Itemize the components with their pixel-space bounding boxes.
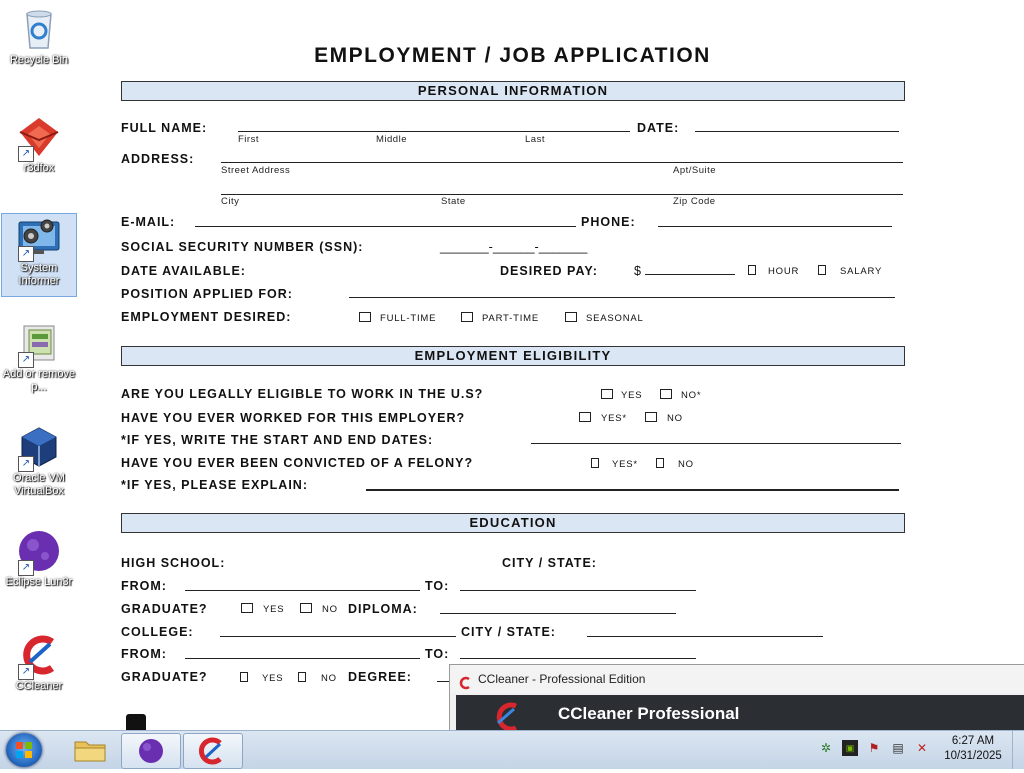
r3dfox-icon [16, 114, 62, 160]
ccleaner-logo-icon [486, 701, 526, 731]
section-employment-eligibility: EMPLOYMENT ELIGIBILITY [121, 346, 905, 366]
seasonal-checkbox[interactable] [565, 312, 577, 322]
desktop-icon-add-remove-programs[interactable] [2, 320, 76, 394]
desktop-icon-label: Recycle Bin [9, 54, 69, 66]
hs-graduate-yes-checkbox[interactable] [241, 603, 253, 613]
middle-caption: Middle [376, 134, 407, 145]
desired-pay-field[interactable] [645, 274, 735, 275]
shortcut-arrow-icon: ↗ [18, 456, 34, 472]
worked-before-question: HAVE YOU EVER WORKED FOR THIS EMPLOYER? [121, 411, 466, 425]
page-stamp-icon [126, 714, 146, 730]
taskbar-clock[interactable] [938, 734, 1008, 764]
state-caption: State [441, 196, 466, 207]
system-informer-icon [16, 214, 62, 260]
start-end-dates-label: *IF YES, WRITE THE START AND END DATES: [121, 433, 434, 447]
college-field[interactable] [220, 636, 456, 637]
shortcut-arrow-icon: ↗ [18, 664, 34, 680]
full-name-label: FULL NAME: [121, 121, 208, 135]
street-caption: Street Address [221, 165, 291, 176]
desktop-icon-virtualbox[interactable] [2, 424, 76, 498]
felony-no-checkbox[interactable] [656, 458, 664, 468]
eclipse-icon [16, 528, 62, 574]
shortcut-arrow-icon: ↗ [18, 352, 34, 368]
eclipse-icon [122, 734, 180, 768]
college-to-label: TO: [425, 647, 450, 661]
college-graduate-yes-checkbox[interactable] [240, 672, 248, 682]
position-label: POSITION APPLIED FOR: [121, 287, 293, 301]
shortcut-arrow-icon: ↗ [18, 560, 34, 576]
ccleaner-window[interactable] [449, 664, 1024, 732]
desktop-icon-label: System Informer [18, 262, 60, 287]
zip-caption: Zip Code [673, 196, 716, 207]
worked-yes-label: YES* [601, 413, 627, 424]
college-graduate-no-checkbox[interactable] [298, 672, 306, 682]
desktop-icon-eclipse[interactable] [2, 528, 76, 589]
ccleaner-window-title: CCleaner - Professional Edition [478, 672, 646, 686]
folder-icon [66, 734, 114, 766]
start-end-dates-field[interactable] [531, 443, 901, 444]
phone-label: PHONE: [581, 215, 636, 229]
city-state-zip-field[interactable] [221, 194, 903, 195]
desktop-icon-label: r3dfox [23, 162, 55, 174]
windows-logo-icon [6, 733, 42, 767]
nvidia-icon[interactable]: ▣ [842, 740, 858, 756]
hs-city-state-label: CITY / STATE: [502, 556, 597, 570]
start-button[interactable] [6, 733, 42, 767]
date-label: DATE: [637, 121, 680, 135]
add-remove-programs-icon [16, 320, 62, 366]
college-graduate-label: GRADUATE? [121, 670, 208, 684]
employment-desired-label: EMPLOYMENT DESIRED: [121, 310, 292, 324]
salary-checkbox[interactable] [818, 265, 826, 275]
show-desktop-button[interactable] [1012, 731, 1024, 769]
eligible-no-checkbox[interactable] [660, 389, 672, 399]
hs-to-label: TO: [425, 579, 450, 593]
desktop-icon-label: Eclipse Lun3r [5, 576, 73, 588]
explain-field[interactable] [366, 489, 899, 491]
hs-graduate-no-label: NO [322, 604, 338, 615]
first-caption: First [238, 134, 259, 145]
street-address-field[interactable] [221, 162, 903, 163]
desktop-icon-recycle-bin[interactable] [2, 6, 76, 67]
hs-to-field[interactable] [460, 590, 696, 591]
apt-caption: Apt/Suite [673, 165, 717, 176]
shortcut-arrow-icon: ↗ [18, 246, 34, 262]
clock-time: 6:27 AM [951, 735, 995, 747]
eligible-yes-checkbox[interactable] [601, 389, 613, 399]
taskbar-ccleaner-button[interactable] [183, 733, 243, 769]
position-field[interactable] [349, 297, 895, 298]
date-available-label: DATE AVAILABLE: [121, 264, 246, 278]
phone-field[interactable] [658, 226, 892, 227]
diploma-field[interactable] [440, 613, 676, 614]
ccleaner-icon [16, 632, 62, 678]
loading-icon[interactable]: ✲ [820, 741, 832, 755]
college-from-field[interactable] [185, 658, 420, 659]
college-city-state-field[interactable] [587, 636, 823, 637]
taskbar [0, 730, 1024, 769]
hs-from-field[interactable] [185, 590, 420, 591]
clock-date: 10/31/2025 [944, 750, 1002, 762]
worked-yes-checkbox[interactable] [579, 412, 591, 422]
hs-graduate-yes-label: YES [263, 604, 285, 615]
high-school-label: HIGH SCHOOL: [121, 556, 226, 570]
action-center-icon[interactable]: ⚑ [868, 741, 880, 755]
section-education: EDUCATION [121, 513, 905, 533]
college-city-state-label: CITY / STATE: [461, 625, 556, 639]
felony-no-label: NO [678, 459, 694, 470]
desired-pay-label: DESIRED PAY: [500, 264, 598, 278]
taskbar-eclipse-button[interactable] [121, 733, 181, 769]
ccleaner-product-name: CCleaner Professional [558, 704, 740, 723]
desktop-icon-system-informer[interactable] [2, 214, 76, 296]
city-caption: City [221, 196, 240, 207]
part-time-label: PART-TIME [482, 313, 539, 324]
hs-graduate-label: GRADUATE? [121, 602, 208, 616]
date-field[interactable] [695, 131, 899, 132]
hs-from-label: FROM: [121, 579, 167, 593]
college-to-field[interactable] [460, 658, 696, 659]
desktop-icon-label: Oracle VM VirtualBox [13, 472, 65, 497]
address-label: ADDRESS: [121, 152, 195, 166]
college-label: COLLEGE: [121, 625, 194, 639]
eligible-question: ARE YOU LEGALLY ELIGIBLE TO WORK IN THE U.S? [121, 387, 484, 401]
ccleaner-small-icon [458, 672, 472, 686]
explain-label: *IF YES, PLEASE EXPLAIN: [121, 478, 309, 492]
virtualbox-icon [16, 424, 62, 470]
full-time-label: FULL-TIME [380, 313, 437, 324]
email-label: E-MAIL: [121, 215, 176, 229]
college-graduate-yes-label: YES [262, 673, 284, 684]
last-caption: Last [525, 134, 545, 145]
salary-label: SALARY [840, 266, 883, 277]
felony-yes-checkbox[interactable] [591, 458, 599, 468]
ccleaner-titlebar[interactable] [450, 665, 1024, 693]
felony-yes-label: YES* [612, 459, 638, 470]
ccleaner-icon [184, 734, 242, 768]
network-icon[interactable]: ▤ [892, 741, 904, 755]
taskbar-explorer-button[interactable] [66, 734, 114, 766]
eligible-no-label: NO* [681, 390, 702, 401]
worked-no-label: NO [667, 413, 683, 424]
ssn-label: SOCIAL SECURITY NUMBER (SSN): [121, 240, 364, 254]
section-personal-information: PERSONAL INFORMATION [121, 81, 905, 101]
ssn-field[interactable]: _______-______-_______ [440, 240, 588, 254]
volume-muted-icon[interactable]: ✕ [916, 741, 928, 755]
seasonal-label: SEASONAL [586, 313, 644, 324]
college-graduate-no-label: NO [321, 673, 337, 684]
part-time-checkbox[interactable] [461, 312, 473, 322]
hour-checkbox[interactable] [748, 265, 756, 275]
email-field[interactable] [195, 226, 576, 227]
desktop-icon-ccleaner[interactable] [2, 632, 76, 693]
worked-no-checkbox[interactable] [645, 412, 657, 422]
recycle-bin-icon [16, 6, 62, 52]
form-title: EMPLOYMENT / JOB APPLICATION [314, 44, 711, 67]
desktop-icon-label: CCleaner [15, 680, 63, 692]
hour-label: HOUR [768, 266, 800, 277]
full-time-checkbox[interactable] [359, 312, 371, 322]
ccleaner-header [456, 695, 1024, 731]
degree-field[interactable] [437, 681, 449, 682]
desktop-icon-r3dfox[interactable] [2, 114, 76, 175]
felony-question: HAVE YOU EVER BEEN CONVICTED OF A FELONY? [121, 456, 474, 470]
hs-graduate-no-checkbox[interactable] [300, 603, 312, 613]
eligible-yes-label: YES [621, 390, 643, 401]
full-name-field[interactable] [238, 131, 630, 132]
shortcut-arrow-icon: ↗ [18, 146, 34, 162]
pay-dollar-sign: $ [634, 264, 642, 278]
degree-label: DEGREE: [348, 670, 412, 684]
diploma-label: DIPLOMA: [348, 602, 418, 616]
college-from-label: FROM: [121, 647, 167, 661]
desktop-icon-label: Add or remove p... [2, 368, 76, 393]
